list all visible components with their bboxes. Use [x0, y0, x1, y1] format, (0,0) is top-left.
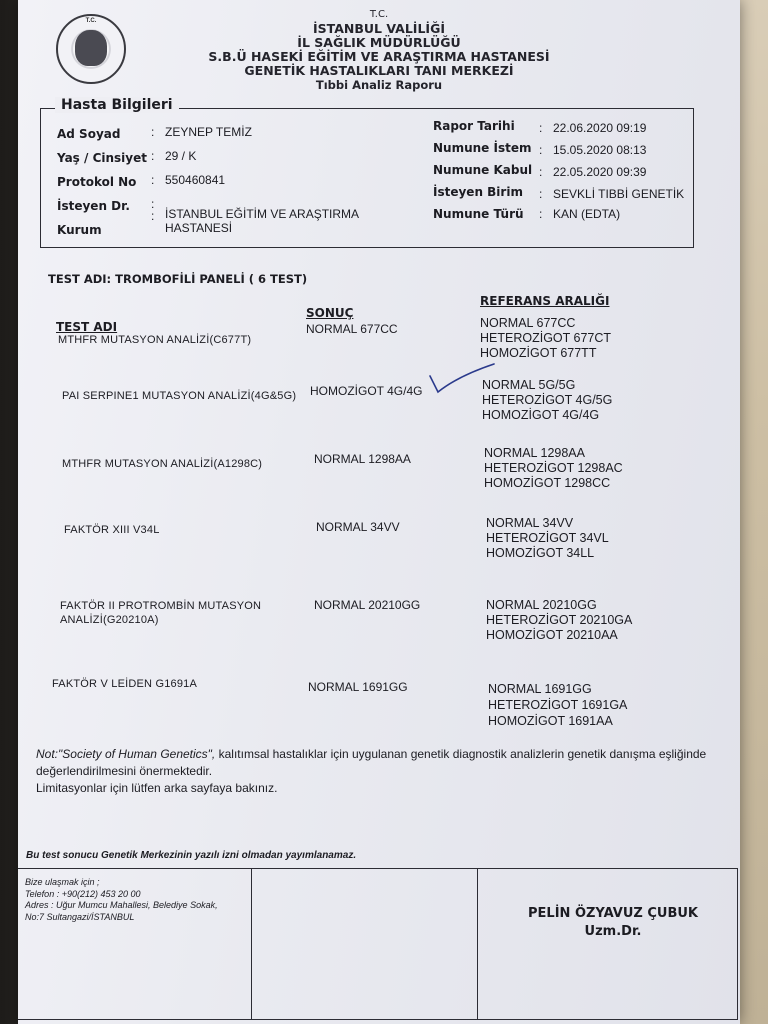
column-reference: REFERANS ARALIĞI — [480, 294, 610, 308]
contact-cell — [18, 869, 252, 1019]
sample-type-value: KAN (EDTA) — [553, 207, 621, 221]
test-result: NORMAL 677CC — [306, 322, 398, 336]
unit-value: SEVKLİ TIBBİ GENETİK — [553, 187, 685, 201]
test-result: NORMAL 1691GG — [308, 680, 408, 694]
test-result: HOMOZİGOT 4G/4G — [310, 384, 423, 398]
reference-heterozygous: HETEROZİGOT 34VL — [486, 531, 609, 545]
test-name: FAKTÖR II PROTROMBİN MUTASYON — [60, 600, 262, 612]
note-text: kalıtımsal hastalıklar için uygulanan genetik diagnostik analizlerin genetik danışma eşliğinde değerlendirilmesini önermektedir. — [36, 747, 707, 778]
sample-request-colon: : — [539, 143, 543, 157]
requester-colon: : — [151, 197, 155, 211]
reference-heterozygous: HETEROZİGOT 1691GA — [488, 698, 628, 712]
test-result: NORMAL 1298AA — [314, 452, 411, 466]
name-label: Ad Soyad — [57, 127, 121, 141]
institution-colon: : — [151, 209, 155, 223]
reference-homozygous: HOMOZİGOT 1691AA — [488, 714, 613, 728]
unit-colon: : — [539, 187, 543, 201]
sample-request-value: 15.05.2020 08:13 — [553, 143, 647, 157]
reference-heterozygous: HETEROZİGOT 4G/5G — [482, 393, 613, 407]
requester-label: İsteyen Dr. — [57, 199, 130, 213]
sample-accept-value: 22.05.2020 09:39 — [553, 165, 647, 179]
reference-homozygous: HOMOZİGOT 1298CC — [484, 476, 611, 490]
reference-homozygous: HOMOZİGOT 20210AA — [486, 628, 618, 642]
unit-label: İsteyen Birim — [433, 185, 523, 199]
report-header — [18, 8, 740, 92]
patient-info-title: Hasta Bilgileri — [55, 97, 179, 113]
patient-info-box — [40, 97, 694, 248]
genetics-note — [36, 746, 726, 797]
protocol-label: Protokol No — [57, 175, 137, 189]
protocol-colon: : — [151, 173, 155, 187]
contact-info — [25, 877, 218, 923]
note-limitations: Limitasyonlar için lütfen arka sayfaya bakınız. — [36, 781, 278, 795]
test-result: NORMAL 34VV — [316, 520, 400, 534]
test-name: FAKTÖR V LEİDEN G1691A — [52, 678, 198, 690]
reference-homozygous: HOMOZİGOT 4G/4G — [482, 408, 600, 422]
test-name: FAKTÖR XIII V34L — [64, 524, 160, 536]
reference-normal: NORMAL 20210GG — [486, 598, 597, 612]
age-value: 29 / K — [165, 149, 197, 163]
report-date-colon: : — [539, 121, 543, 135]
institution-value-2: HASTANESİ — [165, 221, 233, 235]
institution-value-1: İSTANBUL EĞİTİM VE ARAŞTIRMA — [165, 207, 360, 221]
header-line4: GENETİK HASTALIKLARI TANI MERKEZİ — [244, 63, 514, 78]
test-result: NORMAL 20210GG — [314, 598, 421, 612]
panel-title: TEST ADI: TROMBOFİLİ PANELİ ( 6 TEST) — [48, 272, 308, 286]
reference-heterozygous: HETEROZİGOT 1298AC — [484, 461, 623, 475]
reference-normal: NORMAL 677CC — [480, 316, 576, 330]
test-name: MTHFR MUTASYON ANALİZİ(C677T) — [58, 334, 252, 346]
contact-title: Bize ulaşmak için ; — [25, 877, 100, 887]
blank-cell — [253, 869, 478, 1019]
test-name: PAI SERPINE1 MUTASYON ANALİZİ(4G&5G) — [62, 390, 297, 402]
contact-address-1: Adres : Uğur Mumcu Mahallesi, Belediye Sokak, — [25, 900, 218, 910]
handwritten-check-mark — [428, 362, 498, 402]
signer-name: PELİN ÖZYAVUZ ÇUBUK — [528, 906, 698, 921]
footer-table — [18, 868, 738, 1020]
column-result: SONUÇ — [306, 306, 354, 320]
reference-normal: NORMAL 1691GG — [488, 682, 592, 696]
header-line2: İL SAĞLIK MÜDÜRLÜĞÜ — [297, 35, 461, 50]
header-line1: İSTANBUL VALİLİĞİ — [313, 21, 445, 36]
column-test-name: TEST ADI — [56, 320, 118, 334]
header-line3: S.B.Ü HASEKİ EĞİTİM VE ARAŞTIRMA HASTANESİ — [208, 49, 550, 64]
reference-heterozygous: HETEROZİGOT 677CT — [480, 331, 612, 345]
reference-homozygous: HOMOZİGOT 677TT — [480, 346, 597, 360]
header-tc: T.C. — [369, 9, 389, 20]
logo-text: T.C. — [85, 18, 97, 24]
reference-heterozygous: HETEROZİGOT 20210GA — [486, 613, 633, 627]
institution-label: Kurum — [57, 223, 102, 237]
report-page — [18, 0, 740, 1024]
sample-accept-label: Numune Kabul — [433, 163, 533, 177]
publication-disclaimer: Bu test sonucu Genetik Merkezinin yazılı izni olmadan yayımlanamaz. — [26, 850, 357, 861]
signer-title: Uzm.Dr. — [584, 924, 642, 939]
header-line5: Tıbbi Analiz Raporu — [315, 78, 443, 92]
test-name-line2: ANALİZİ(G20210A) — [60, 614, 159, 626]
protocol-value: 550460841 — [165, 173, 226, 187]
age-label: Yaş / Cinsiyet — [57, 151, 147, 165]
contact-phone: Telefon : +90(212) 453 20 00 — [25, 888, 141, 899]
name-colon: : — [151, 125, 155, 139]
name-value: ZEYNEP TEMİZ — [165, 125, 252, 139]
note-lead: Not:"Society of Human Genetics", — [36, 747, 216, 761]
sample-accept-colon: : — [539, 165, 543, 179]
report-date-value: 22.06.2020 09:19 — [553, 121, 647, 135]
report-date-label: Rapor Tarihi — [433, 119, 515, 133]
age-colon: : — [151, 149, 155, 163]
sample-type-label: Numune Türü — [433, 207, 524, 221]
reference-homozygous: HOMOZİGOT 34LL — [486, 546, 595, 560]
test-name: MTHFR MUTASYON ANALİZİ(A1298C) — [62, 458, 263, 470]
sample-type-colon: : — [539, 207, 543, 221]
reference-normal: NORMAL 34VV — [486, 516, 574, 530]
sample-request-label: Numune İstem — [433, 141, 532, 155]
signature-block — [513, 905, 713, 941]
contact-address-2: No:7 Sultangazi/İSTANBUL — [25, 911, 135, 922]
reference-normal: NORMAL 1298AA — [484, 446, 585, 460]
reference-normal: NORMAL 5G/5G — [482, 378, 576, 392]
